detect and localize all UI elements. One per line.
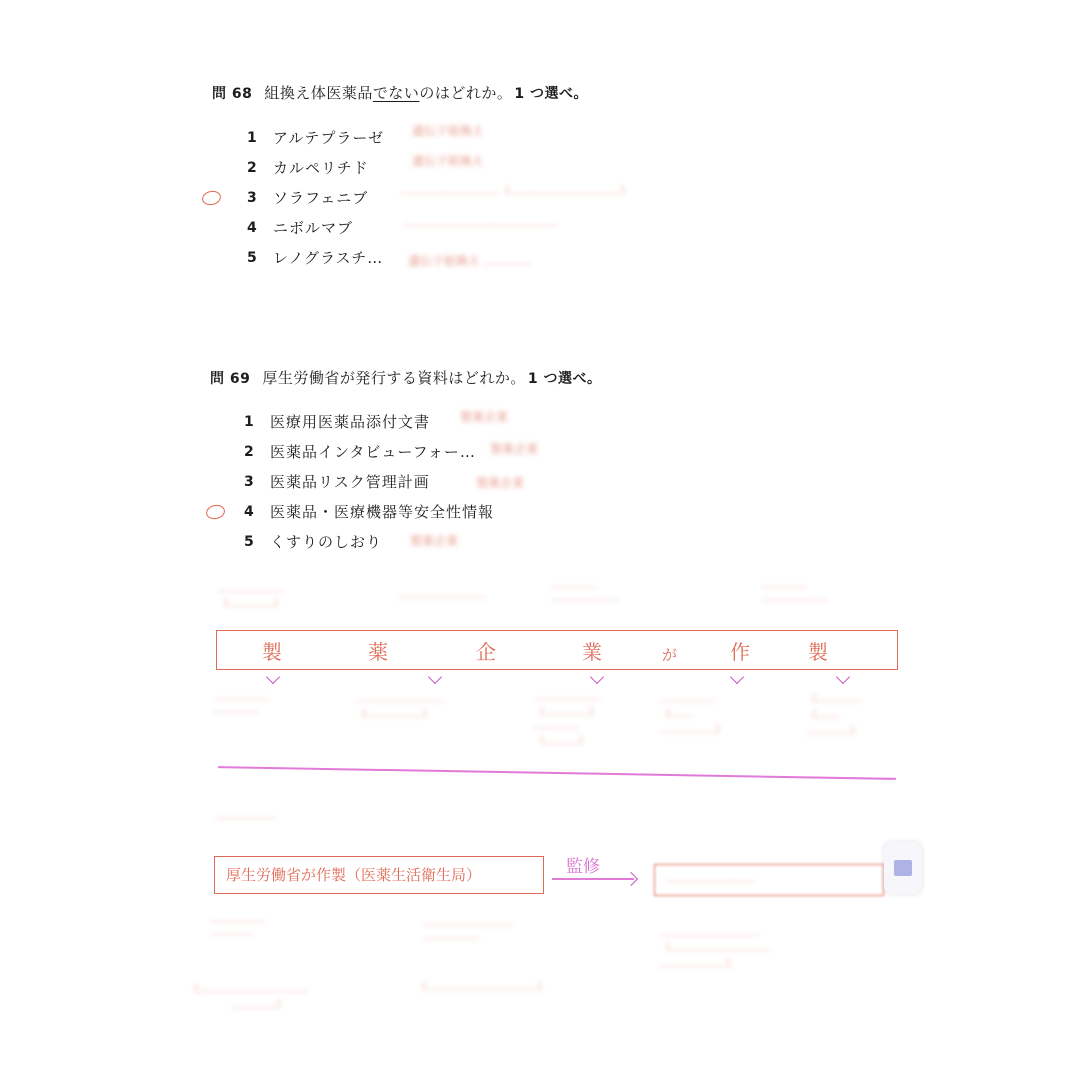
answer-circle-mark [205,503,226,521]
bar-char: 業 [582,640,602,664]
pharma-company-bar [216,630,898,670]
menu-icon [894,860,912,876]
option-number: 5 [247,249,257,266]
option-number: 3 [244,473,254,490]
handwritten-note: 遺伝子組換え [412,124,485,138]
option-number: 1 [247,129,257,146]
down-arrow-icon [836,670,850,684]
question-68-text-underline: でない [372,84,420,102]
supervision-arrow-line [552,878,634,880]
handwritten-note: （…………………………） [416,980,548,993]
option-text: レノグラスチ… [273,249,384,267]
handwritten-note: ……………… （…………） [218,582,284,610]
question-68-option [247,217,353,238]
handwritten-note: 製薬企業 [410,534,459,548]
question-69-option [244,441,476,462]
bar-char: 製 [262,640,282,664]
floating-scroll-button[interactable] [884,842,922,894]
handwritten-note: ………… ……………… [762,578,828,604]
handwritten-note: …………… ………… [210,912,265,938]
down-arrow-icon [428,670,442,684]
question-68-title [212,82,588,103]
option-number: 2 [244,443,254,460]
question-68-number: 問 68 [212,86,253,102]
handwritten-note: （………………………… …………） [188,982,309,1011]
supervision-label: 監修 [566,857,600,877]
question-68-option [247,187,368,208]
handwritten-note: …………… （…… ……………） [660,692,726,736]
question-68-select: 1 つ選べ。 [514,86,589,102]
handwritten-note: …………………… （……………） [356,692,444,720]
bar-char: 製 [808,640,828,664]
question-69-title [210,367,602,388]
question-69-option [244,411,430,432]
handwritten-note: …………… ………… [214,690,269,716]
option-number: 4 [247,219,257,236]
option-number: 1 [244,413,254,430]
handwritten-note: …………………… …………… [424,916,512,942]
handwritten-note: （………… （…… …………） [806,692,861,737]
question-69-option [244,501,494,522]
handwritten-note: …………………… [398,588,486,601]
option-text: くすりのしおり [270,533,383,551]
handwritten-note: 製薬企業 [476,476,525,490]
option-number: 2 [247,159,257,176]
handwritten-note: …………… [216,808,276,822]
handwritten-note: ………………………（…………………………） [400,184,631,197]
answer-circle-mark [201,189,222,207]
handwritten-note: ……………………… （……………………… ………………） [660,926,770,970]
question-68-option [247,247,383,268]
question-69-option [244,471,430,492]
option-text: 医薬品リスク管理計画 [270,473,430,491]
option-number: 3 [247,189,257,206]
option-number: 4 [244,503,254,520]
divider-line [218,766,896,779]
bar-char: 薬 [368,640,388,664]
option-text: アルテプラーゼ [273,129,385,147]
bar-char: 作 [730,640,750,664]
down-arrow-icon [266,670,280,684]
option-text: 医薬品インタビューフォー… [270,443,476,461]
question-69-text: 厚生労働省が発行する資料はどれか。 [262,369,526,387]
handwritten-note: 遺伝子組換え [412,154,485,168]
question-68-option [247,157,369,178]
option-text: ニボルマブ [273,219,354,237]
option-number: 5 [244,533,254,550]
handwritten-note: …………………… [666,872,754,885]
question-68-text-after: のはどれか。 [419,84,513,102]
ministry-box-label: 厚生労働省が作製（医薬生活衛生局） [226,866,482,884]
option-text: 医療用医薬品添付文書 [270,413,431,431]
question-68-option [247,127,384,148]
down-arrow-icon [590,670,604,684]
question-69-number: 問 69 [210,371,251,387]
bar-char: が [662,646,678,664]
question-69-option [244,531,382,552]
handwritten-note: ………… ……………… [552,578,618,604]
down-arrow-icon [730,670,744,684]
option-text: 医薬品・医療機器等安全性情報 [270,503,495,521]
handwritten-note: 製薬企業 [490,442,539,456]
option-text: カルペリチド [273,159,369,177]
option-text: ソラフェニブ [273,189,369,207]
question-68-text-before: 組換え体医薬品 [264,84,373,102]
question-69-select: 1 つ選べ。 [527,371,602,387]
bar-char: 企 [476,640,496,664]
right-arrow-icon [624,872,638,886]
handwritten-note: 遺伝子組換え ………… [408,254,532,268]
handwritten-note: …………………………………… [404,216,558,229]
handwritten-note: ……………… （…………） ………… （………） [534,690,600,747]
handwritten-note: 製薬企業 [460,410,509,424]
